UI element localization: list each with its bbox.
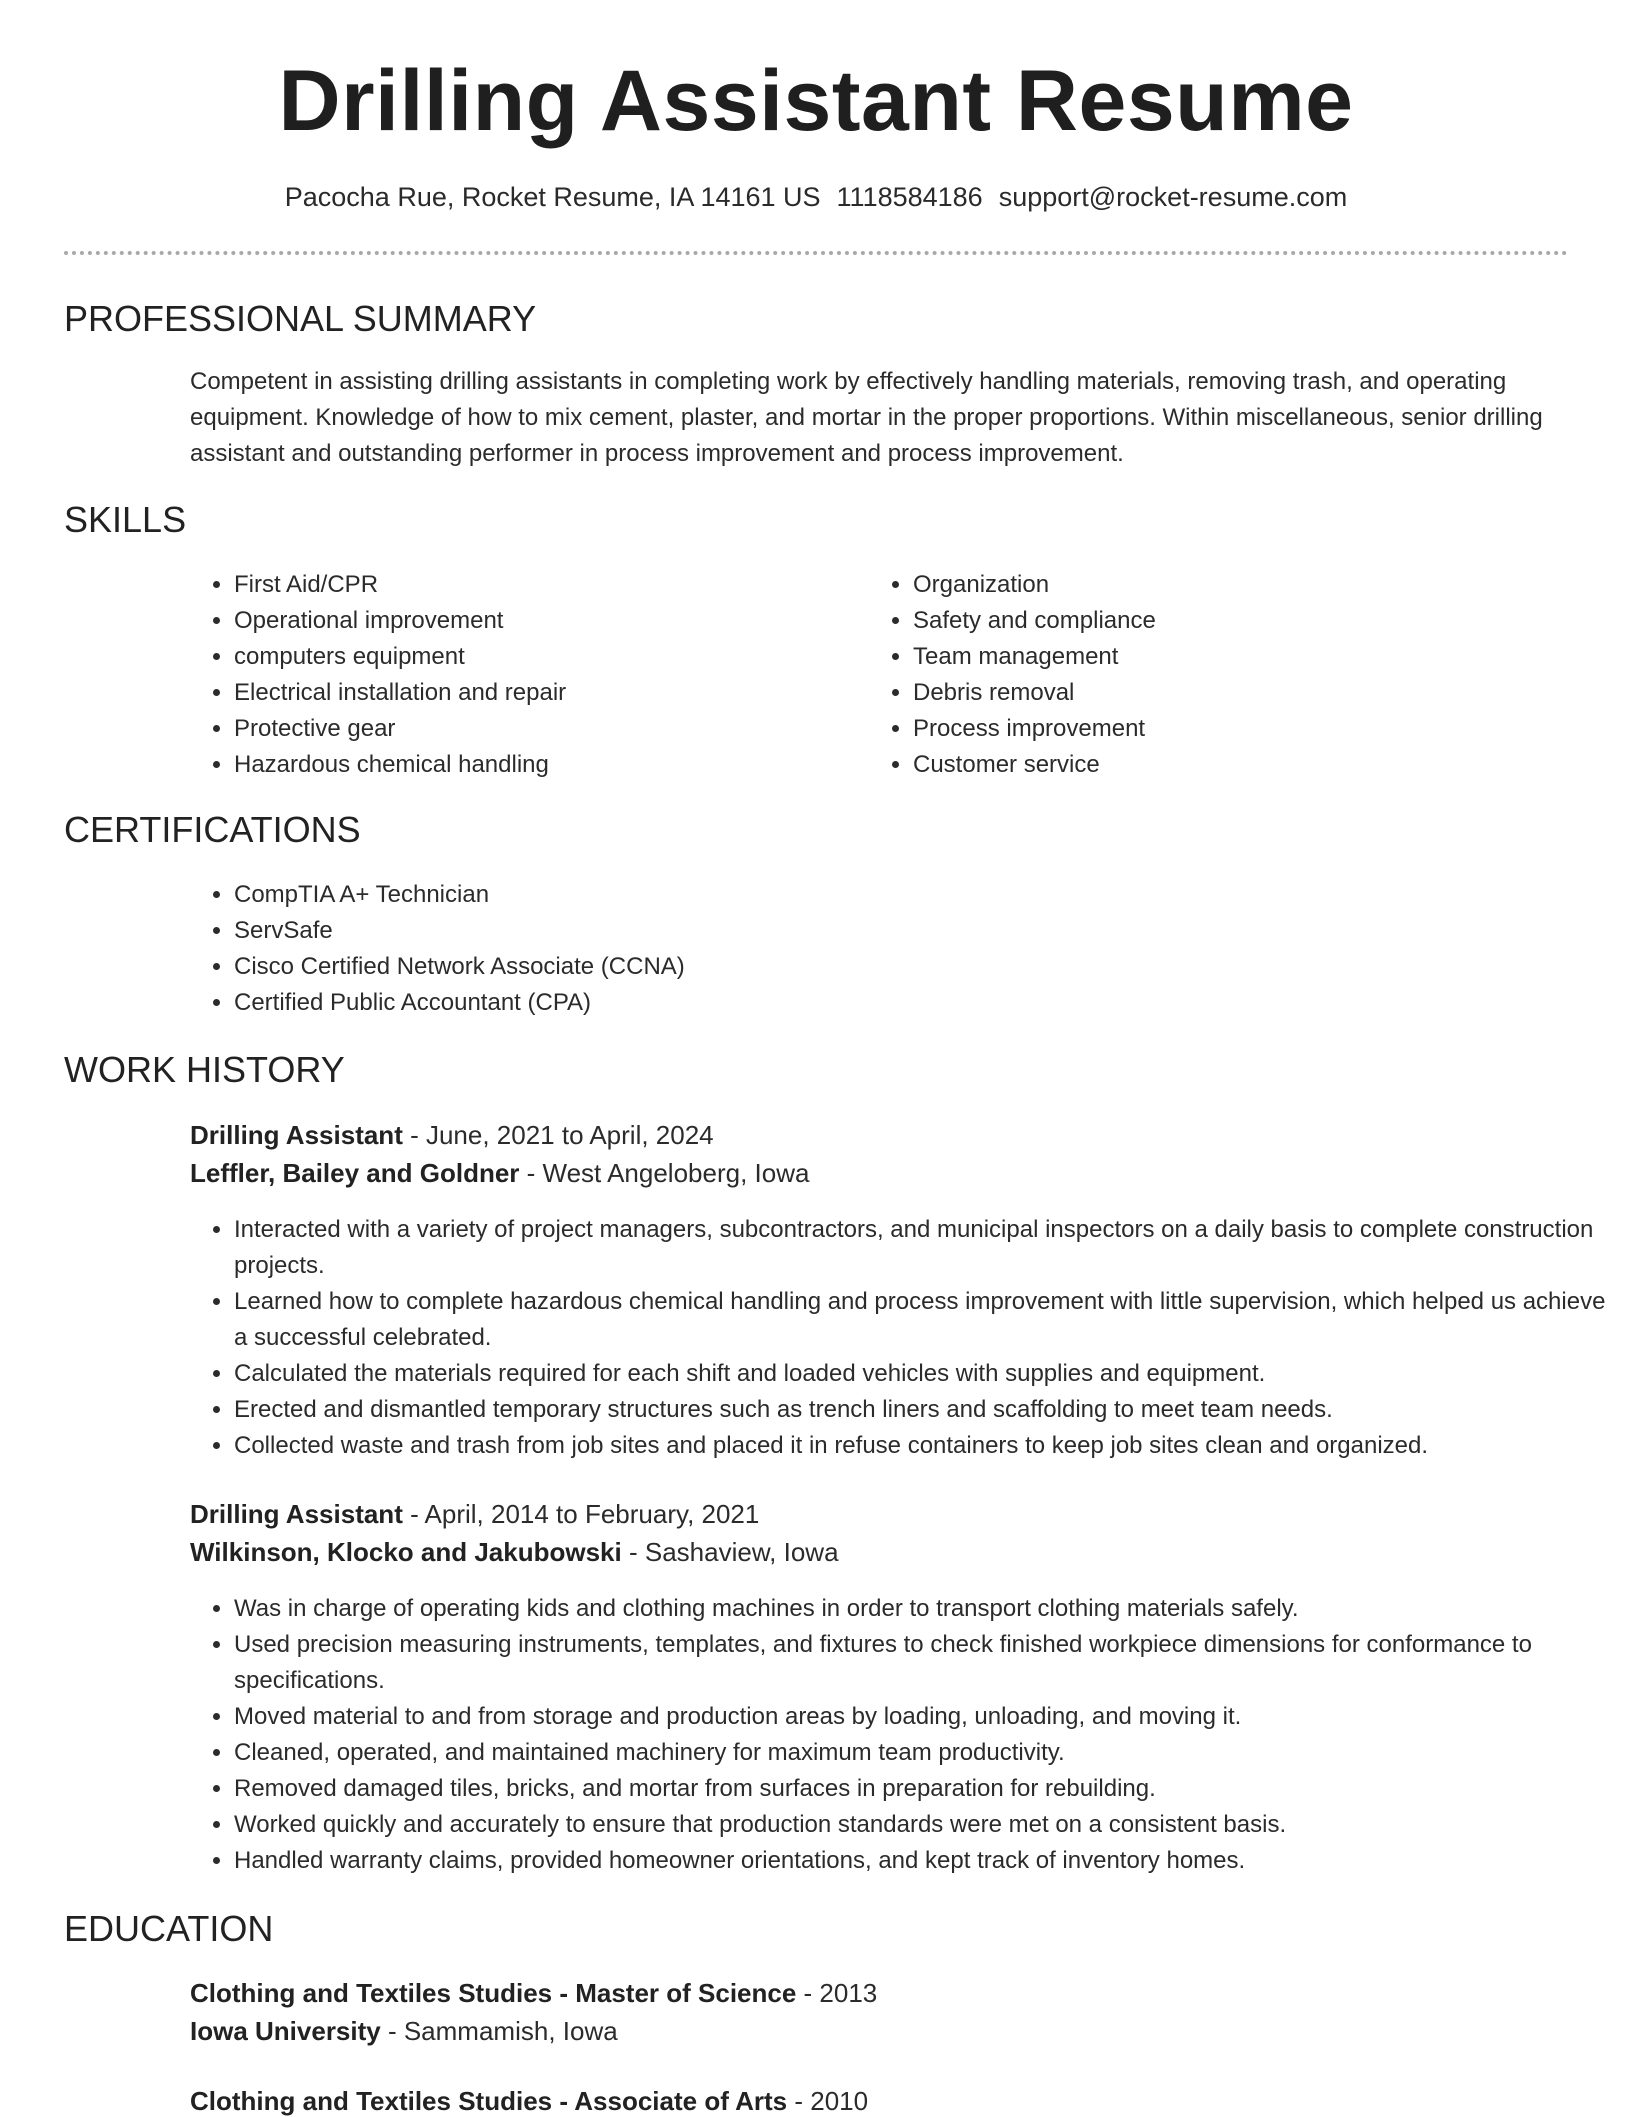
job-bullet: • Calculated the materials required for each shift and loaded vehicles with supplies and equipment. <box>234 1356 1614 1392</box>
job-bullet: • Cleaned, operated, and maintained machinery for maximum team productivity. <box>234 1735 1614 1771</box>
job-location: - West Angeloberg, Iowa <box>519 1158 810 1188</box>
education-year: - 2010 <box>787 2086 869 2116</box>
job-company: Leffler, Bailey and Goldner <box>190 1158 520 1188</box>
education-degree-line <box>190 1978 877 2009</box>
job-bullet: • Learned how to complete hazardous chemical handling and process improvement with little supervision, which helped us achieve a successful celebrated. <box>234 1284 1614 1356</box>
certifications-list <box>190 877 1534 1021</box>
contact-email: support@rocket-resume.com <box>998 182 1348 212</box>
job-company-line <box>190 1158 809 1189</box>
skills-list-left <box>190 567 854 783</box>
education-school: Iowa University <box>190 2016 381 2046</box>
education-year: - 2013 <box>796 1978 878 2008</box>
job-title: Drilling Assistant <box>190 1120 403 1150</box>
job-bullet: • Used precision measuring instruments, templates, and fixtures to check finished workpiece dimensions for conformance to specifications. <box>234 1627 1614 1699</box>
certification-item: • CompTIA A+ Technician <box>234 877 1534 913</box>
job-company-line <box>190 1537 839 1568</box>
skill-item: • Debris removal <box>913 675 1533 711</box>
skill-item: • Protective gear <box>234 711 854 747</box>
work-history-heading: WORK HISTORY <box>64 1049 345 1090</box>
education-degree: Clothing and Textiles Studies - Associate of Arts <box>190 2086 788 2116</box>
certification-item: • Cisco Certified Network Associate (CCNA) <box>234 949 1534 985</box>
resume-title: Drilling Assistant Resume <box>278 53 1354 149</box>
job-bullet: • Collected waste and trash from job sites and placed it in refuse containers to keep job sites clean and organized. <box>234 1428 1614 1464</box>
education-location: - Sammamish, Iowa <box>380 2016 618 2046</box>
job-bullet: • Interacted with a variety of project managers, subcontractors, and municipal inspectors on a daily basis to complete construction projects. <box>234 1212 1614 1284</box>
job-bullet: • Moved material to and from storage and production areas by loading, unloading, and moving it. <box>234 1699 1614 1735</box>
skills-heading: SKILLS <box>64 499 187 540</box>
job-bullet: • Was in charge of operating kids and clothing machines in order to transport clothing materials safely. <box>234 1591 1614 1627</box>
job-bullet: • Removed damaged tiles, bricks, and mortar from surfaces in preparation for rebuilding. <box>234 1771 1614 1807</box>
education-degree: Clothing and Textiles Studies - Master of Science <box>190 1978 797 2008</box>
contact-address: Pacocha Rue, Rocket Resume, IA 14161 US <box>284 182 821 212</box>
job-dates: - April, 2014 to February, 2021 <box>402 1499 760 1529</box>
header-divider <box>64 251 1568 255</box>
job-dates: - June, 2021 to April, 2024 <box>402 1120 714 1150</box>
job-company: Wilkinson, Klocko and Jakubowski <box>190 1537 622 1567</box>
skill-item: • Team management <box>913 639 1533 675</box>
skill-item: • Safety and compliance <box>913 603 1533 639</box>
education-degree-line <box>190 2086 868 2117</box>
certification-item: • ServSafe <box>234 913 1534 949</box>
job-bullets <box>190 1212 1614 1464</box>
skill-item: • Customer service <box>913 747 1533 783</box>
job-location: - Sashaview, Iowa <box>621 1537 839 1567</box>
skill-item: • Operational improvement <box>234 603 854 639</box>
skill-item: • Electrical installation and repair <box>234 675 854 711</box>
summary-text: Competent in assisting drilling assistants in completing work by effectively handling materials, removing trash, and operating equipment. Knowledge of how to mix cement, plaster, and mortar in the proper proportions. Within miscellaneous, senior drilling assistant and outstanding performer in process improvement and process improvement. <box>190 368 1543 467</box>
job-bullet: • Erected and dismantled temporary structures such as trench liners and scaffolding to meet team needs. <box>234 1392 1614 1428</box>
certification-item: • Certified Public Accountant (CPA) <box>234 985 1534 1021</box>
skills-list-right <box>869 567 1533 783</box>
skill-item: • computers equipment <box>234 639 854 675</box>
job-title: Drilling Assistant <box>190 1499 403 1529</box>
education-school-line <box>190 2016 618 2047</box>
contact-line <box>0 182 1632 213</box>
job-bullet: • Worked quickly and accurately to ensure that production standards were met on a consistent basis. <box>234 1807 1614 1843</box>
job-title-line <box>190 1499 759 1530</box>
certifications-heading: CERTIFICATIONS <box>64 809 361 850</box>
skill-item: • Organization <box>913 567 1533 603</box>
skill-item: • Process improvement <box>913 711 1533 747</box>
education-heading: EDUCATION <box>64 1908 274 1949</box>
summary-heading: PROFESSIONAL SUMMARY <box>64 298 537 339</box>
job-bullets <box>190 1591 1614 1879</box>
skill-item: • Hazardous chemical handling <box>234 747 854 783</box>
job-title-line <box>190 1120 714 1151</box>
skill-item: • First Aid/CPR <box>234 567 854 603</box>
contact-phone: 1118584186 <box>836 182 983 212</box>
job-bullet: • Handled warranty claims, provided homeowner orientations, and kept track of inventory homes. <box>234 1843 1614 1879</box>
